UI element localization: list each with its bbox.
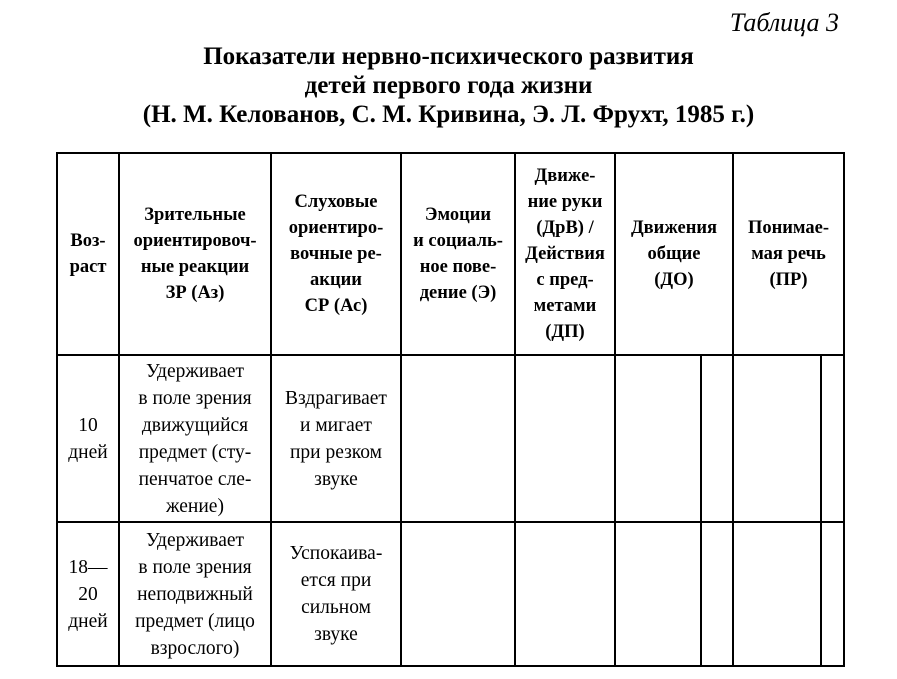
cell-text-line: пенчатое сле-	[138, 468, 252, 490]
cell-text-line: неподвижный	[137, 583, 253, 605]
cell-text-line: Движе-	[534, 166, 596, 186]
cell-text-line: метами	[533, 296, 597, 316]
cell-text-line: Эмоции	[424, 205, 492, 225]
cell-hand-empty	[515, 355, 615, 522]
title-line: (Н. М. Келованов, С. М. Кривина, Э. Л. Фрухт, 1985 г.)	[142, 101, 755, 128]
cell-age	[57, 355, 119, 522]
cell-text-line: дение (Э)	[419, 283, 497, 303]
cell-text-line: предмет (сту-	[138, 441, 252, 463]
cell-text-line: жение)	[166, 495, 224, 517]
cell-age	[57, 522, 119, 666]
table-header-row	[57, 153, 844, 355]
table-row	[57, 522, 844, 666]
cell-text-line: 18—	[68, 556, 108, 578]
header-age	[57, 153, 119, 355]
cell-text-line: взрослого)	[150, 637, 240, 659]
cell-text-line: предмет (лицо	[135, 610, 255, 632]
cell-text-line: СР (Ас)	[304, 296, 368, 316]
cell-speech-sub-empty	[821, 355, 844, 522]
cell-visual	[119, 522, 271, 666]
cell-text-line: дней	[68, 441, 108, 463]
cell-text-line: 20	[78, 583, 98, 605]
cell-text-line: ется при	[300, 570, 372, 591]
title-line: Показатели нервно-психического развития	[203, 43, 694, 70]
cell-text-line: Вздрагивает	[285, 387, 387, 409]
cell-text-line: и мигает	[300, 414, 372, 436]
cell-text-line: в поле зрения	[138, 387, 252, 409]
cell-text-line: ние руки	[527, 192, 603, 212]
cell-text-line: звуке	[314, 624, 358, 645]
cell-speech-sub-empty	[821, 522, 844, 666]
cell-auditory	[271, 355, 401, 522]
cell-text-line: (ПР)	[769, 270, 808, 290]
cell-text-line: раст	[69, 257, 107, 277]
cell-text-line: акции	[310, 270, 362, 290]
cell-text-line: ное пове-	[419, 257, 497, 277]
cell-text-line: ориентиро-	[288, 218, 384, 238]
cell-emotions-empty	[401, 355, 515, 522]
cell-emotions-empty	[401, 522, 515, 666]
cell-text-line: сильном	[301, 597, 371, 618]
cell-text-line: в поле зрения	[138, 556, 252, 578]
cell-text-line: Удерживает	[145, 529, 245, 551]
cell-text-line: 10	[78, 414, 98, 436]
cell-general-empty	[615, 522, 701, 666]
header-emotions	[401, 153, 515, 355]
cell-text-line: ориентировоч-	[133, 231, 257, 251]
cell-text-line: звуке	[314, 468, 358, 490]
cell-text-line: ЗР (Аз)	[165, 283, 225, 303]
cell-text-line: Воз-	[70, 231, 106, 251]
cell-text-line: Движения	[630, 218, 718, 238]
cell-speech-empty	[733, 522, 821, 666]
cell-general-sub-empty	[701, 355, 733, 522]
cell-text-line: (ДО)	[654, 270, 694, 290]
cell-visual	[119, 355, 271, 522]
cell-text-line: движущийся	[141, 414, 249, 436]
cell-text-line: Успокаива-	[289, 543, 383, 564]
cell-general-sub-empty	[701, 522, 733, 666]
header-visual-reactions	[119, 153, 271, 355]
header-general-movements	[615, 153, 733, 355]
header-auditory-reactions	[271, 153, 401, 355]
table-row	[57, 355, 844, 522]
table-caption-label: Таблица 3	[729, 8, 839, 37]
header-speech-understanding	[733, 153, 844, 355]
cell-speech-empty	[733, 355, 821, 522]
header-hand-movements	[515, 153, 615, 355]
cell-text-line: ные реакции	[140, 257, 250, 277]
cell-auditory	[271, 522, 401, 666]
cell-text-line: Удерживает	[145, 360, 245, 382]
cell-text-line: Действия	[525, 244, 605, 264]
cell-text-line: мая речь	[751, 244, 826, 264]
cell-text-line: при резком	[289, 441, 383, 463]
cell-text-line: Зрительные	[144, 205, 246, 225]
cell-text-line: с пред-	[536, 270, 594, 290]
cell-text-line: дней	[68, 610, 108, 632]
development-table	[56, 152, 845, 667]
cell-text-line: и социаль-	[413, 231, 503, 251]
cell-text-line: вочные ре-	[290, 244, 382, 264]
cell-text-line: Понимае-	[747, 218, 830, 238]
title-line: детей первого года жизни	[304, 72, 593, 99]
cell-text-line: (ДрВ) /	[536, 218, 594, 238]
cell-hand-empty	[515, 522, 615, 666]
cell-text-line: Слуховые	[294, 192, 378, 212]
cell-text-line: (ДП)	[545, 322, 585, 342]
cell-general-empty	[615, 355, 701, 522]
cell-text-line: общие	[647, 244, 701, 264]
table-title	[0, 42, 897, 129]
